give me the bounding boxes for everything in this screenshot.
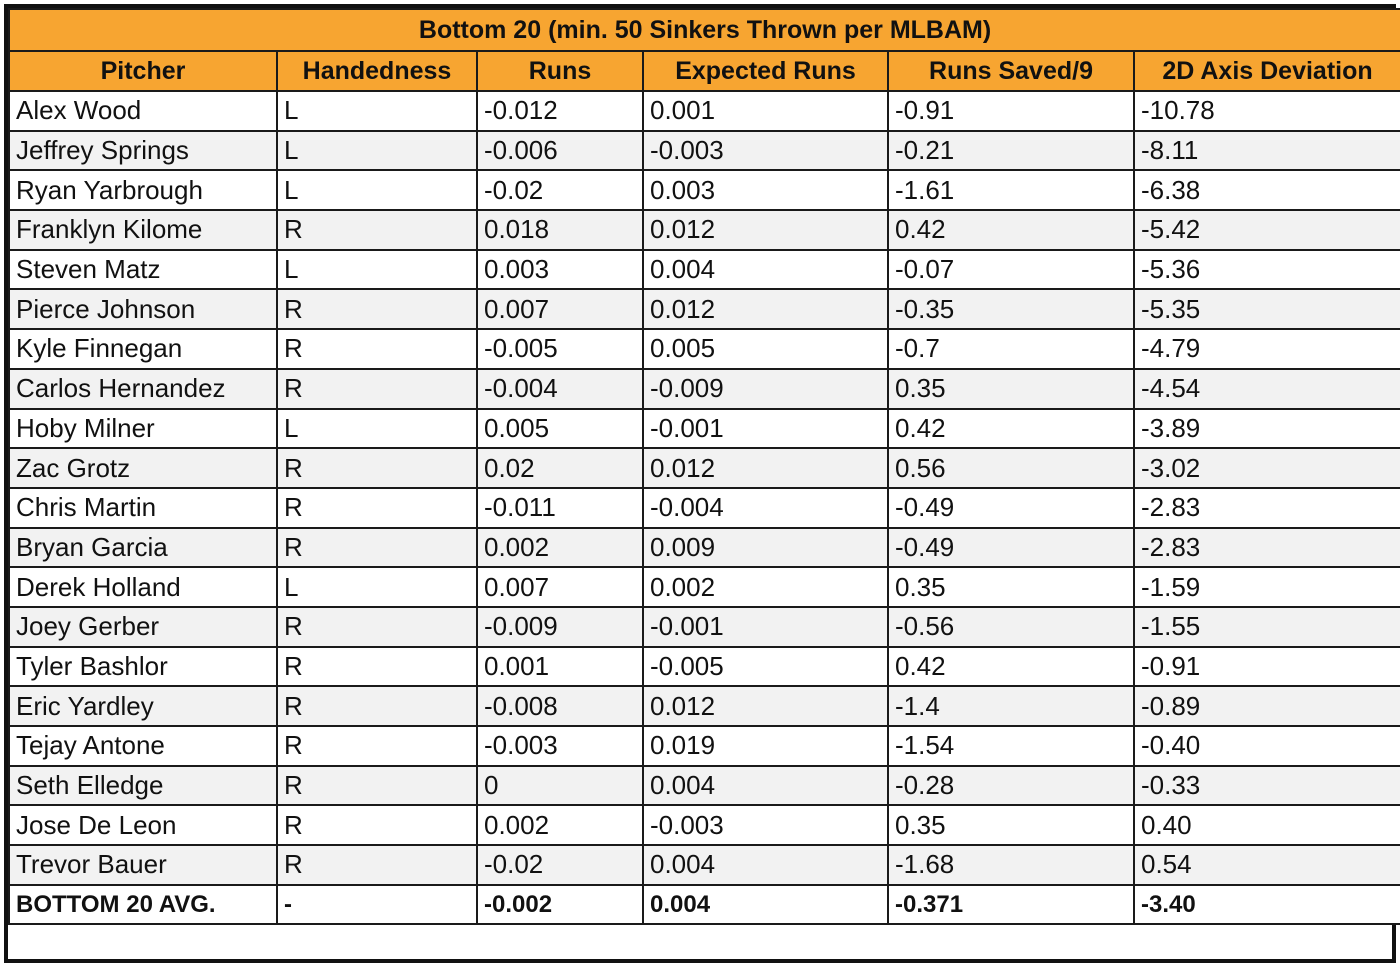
runs-cell: -0.006	[477, 131, 643, 171]
runs-saved-cell: -0.7	[888, 329, 1134, 369]
handedness-cell: R	[277, 686, 477, 726]
expected-runs-cell: 0.012	[643, 686, 888, 726]
runs-saved-cell: -0.56	[888, 607, 1134, 647]
expected-runs-cell: 0.019	[643, 726, 888, 766]
axis-deviation-cell: -1.55	[1134, 607, 1400, 647]
expected-runs-cell: 0.012	[643, 289, 888, 329]
axis-deviation-cell: -0.91	[1134, 647, 1400, 687]
pitcher-cell: Franklyn Kilome	[9, 210, 277, 250]
table-row	[9, 647, 1400, 687]
table-row	[9, 567, 1400, 607]
handedness-cell: R	[277, 329, 477, 369]
table-row	[9, 329, 1400, 369]
table-row	[9, 250, 1400, 290]
expected-runs-cell: -0.001	[643, 409, 888, 449]
pitcher-cell: Carlos Hernandez	[9, 369, 277, 409]
runs-cell: 0.007	[477, 289, 643, 329]
expected-runs-cell: 0.001	[643, 91, 888, 131]
table-row	[9, 131, 1400, 171]
handedness-cell: L	[277, 131, 477, 171]
expected-runs-cell: 0.005	[643, 329, 888, 369]
handedness-cell: R	[277, 448, 477, 488]
runs-saved-cell: 0.42	[888, 647, 1134, 687]
pitcher-cell: Tyler Bashlor	[9, 647, 277, 687]
runs-saved-cell: 0.35	[888, 369, 1134, 409]
axis-deviation-cell: -0.40	[1134, 726, 1400, 766]
table-row	[9, 528, 1400, 568]
pitcher-cell: Steven Matz	[9, 250, 277, 290]
pitcher-cell: Kyle Finnegan	[9, 329, 277, 369]
axis-deviation-cell: -0.33	[1134, 766, 1400, 806]
runs-saved-cell: -1.61	[888, 170, 1134, 210]
axis-deviation-cell: -2.83	[1134, 488, 1400, 528]
pitcher-cell: Ryan Yarbrough	[9, 170, 277, 210]
axis-deviation-cell: -10.78	[1134, 91, 1400, 131]
pitcher-cell: Tejay Antone	[9, 726, 277, 766]
pitcher-cell: Hoby Milner	[9, 409, 277, 449]
handedness-cell: R	[277, 647, 477, 687]
axis-deviation-cell: -1.59	[1134, 567, 1400, 607]
axis-deviation-cell: -2.83	[1134, 528, 1400, 568]
pitcher-cell: Jose De Leon	[9, 805, 277, 845]
expected-runs-cell: 0.004	[643, 766, 888, 806]
expected-runs-cell: -0.001	[643, 607, 888, 647]
runs-saved-cell: -0.21	[888, 131, 1134, 171]
runs-cell: -0.012	[477, 91, 643, 131]
handedness-cell: R	[277, 210, 477, 250]
runs-saved-cell: -1.4	[888, 686, 1134, 726]
handedness-cell: R	[277, 845, 477, 885]
table-header-row	[9, 51, 1400, 91]
runs-cell: 0.007	[477, 567, 643, 607]
handedness-cell: R	[277, 369, 477, 409]
axis-deviation-cell: -4.54	[1134, 369, 1400, 409]
handedness-cell: R	[277, 726, 477, 766]
pitcher-cell: Seth Elledge	[9, 766, 277, 806]
column-header-runs-saved-9: Runs Saved/9	[888, 51, 1134, 91]
average-axis-deviation-cell: -3.40	[1134, 885, 1400, 925]
handedness-cell: R	[277, 488, 477, 528]
table-row	[9, 607, 1400, 647]
pitcher-cell: Zac Grotz	[9, 448, 277, 488]
handedness-cell: R	[277, 805, 477, 845]
axis-deviation-cell: -3.02	[1134, 448, 1400, 488]
expected-runs-cell: -0.004	[643, 488, 888, 528]
table-row	[9, 91, 1400, 131]
average-row	[9, 885, 1400, 925]
axis-deviation-cell: -6.38	[1134, 170, 1400, 210]
axis-deviation-cell: -0.89	[1134, 686, 1400, 726]
runs-cell: -0.02	[477, 170, 643, 210]
runs-cell: 0.02	[477, 448, 643, 488]
runs-cell: 0.002	[477, 805, 643, 845]
handedness-cell: L	[277, 91, 477, 131]
stats-table	[8, 8, 1400, 925]
axis-deviation-cell: -3.89	[1134, 409, 1400, 449]
column-header-2d-axis-deviation: 2D Axis Deviation	[1134, 51, 1400, 91]
expected-runs-cell: 0.009	[643, 528, 888, 568]
handedness-cell: R	[277, 607, 477, 647]
runs-cell: -0.005	[477, 329, 643, 369]
expected-runs-cell: -0.005	[643, 647, 888, 687]
table-row	[9, 726, 1400, 766]
pitcher-cell: Jeffrey Springs	[9, 131, 277, 171]
expected-runs-cell: 0.003	[643, 170, 888, 210]
average-runs-cell: -0.002	[477, 885, 643, 925]
runs-cell: 0.005	[477, 409, 643, 449]
expected-runs-cell: -0.003	[643, 131, 888, 171]
runs-cell: 0.002	[477, 528, 643, 568]
runs-saved-cell: 0.42	[888, 210, 1134, 250]
average-pitcher-cell: BOTTOM 20 AVG.	[9, 885, 277, 925]
handedness-cell: L	[277, 250, 477, 290]
pitcher-cell: Bryan Garcia	[9, 528, 277, 568]
axis-deviation-cell: -5.36	[1134, 250, 1400, 290]
runs-saved-cell: -0.49	[888, 488, 1134, 528]
column-header-handedness: Handedness	[277, 51, 477, 91]
runs-cell: 0.001	[477, 647, 643, 687]
runs-saved-cell: -0.28	[888, 766, 1134, 806]
table-row	[9, 805, 1400, 845]
axis-deviation-cell: -4.79	[1134, 329, 1400, 369]
runs-saved-cell: 0.35	[888, 805, 1134, 845]
runs-cell: -0.008	[477, 686, 643, 726]
runs-cell: 0.018	[477, 210, 643, 250]
pitcher-cell: Pierce Johnson	[9, 289, 277, 329]
table-row	[9, 766, 1400, 806]
runs-saved-cell: -1.68	[888, 845, 1134, 885]
runs-saved-cell: -0.49	[888, 528, 1134, 568]
average-handedness-cell: -	[277, 885, 477, 925]
table-row	[9, 369, 1400, 409]
runs-saved-cell: 0.42	[888, 409, 1134, 449]
handedness-cell: L	[277, 567, 477, 607]
runs-saved-cell: -0.91	[888, 91, 1134, 131]
table-row	[9, 170, 1400, 210]
column-header-runs: Runs	[477, 51, 643, 91]
pitcher-cell: Chris Martin	[9, 488, 277, 528]
expected-runs-cell: -0.003	[643, 805, 888, 845]
table-row	[9, 448, 1400, 488]
axis-deviation-cell: -8.11	[1134, 131, 1400, 171]
table-row	[9, 289, 1400, 329]
average-runs-saved-cell: -0.371	[888, 885, 1134, 925]
runs-saved-cell: 0.35	[888, 567, 1134, 607]
pitcher-cell: Eric Yardley	[9, 686, 277, 726]
expected-runs-cell: 0.012	[643, 210, 888, 250]
handedness-cell: R	[277, 289, 477, 329]
pitcher-cell: Alex Wood	[9, 91, 277, 131]
axis-deviation-cell: -5.42	[1134, 210, 1400, 250]
handedness-cell: L	[277, 170, 477, 210]
table-row	[9, 488, 1400, 528]
runs-saved-cell: 0.56	[888, 448, 1134, 488]
stats-table-container	[4, 4, 1396, 963]
pitcher-cell: Joey Gerber	[9, 607, 277, 647]
runs-cell: -0.004	[477, 369, 643, 409]
table-row	[9, 686, 1400, 726]
axis-deviation-cell: 0.54	[1134, 845, 1400, 885]
runs-saved-cell: -0.07	[888, 250, 1134, 290]
runs-cell: -0.003	[477, 726, 643, 766]
runs-cell: 0	[477, 766, 643, 806]
axis-deviation-cell: 0.40	[1134, 805, 1400, 845]
axis-deviation-cell: -5.35	[1134, 289, 1400, 329]
runs-cell: -0.011	[477, 488, 643, 528]
handedness-cell: R	[277, 528, 477, 568]
expected-runs-cell: 0.004	[643, 845, 888, 885]
table-title-row	[9, 9, 1400, 51]
handedness-cell: R	[277, 766, 477, 806]
table-body	[9, 91, 1400, 924]
table-row	[9, 210, 1400, 250]
handedness-cell: L	[277, 409, 477, 449]
column-header-expected-runs: Expected Runs	[643, 51, 888, 91]
pitcher-cell: Trevor Bauer	[9, 845, 277, 885]
runs-cell: -0.02	[477, 845, 643, 885]
expected-runs-cell: 0.002	[643, 567, 888, 607]
average-expected-runs-cell: 0.004	[643, 885, 888, 925]
runs-saved-cell: -1.54	[888, 726, 1134, 766]
runs-cell: -0.009	[477, 607, 643, 647]
column-header-pitcher: Pitcher	[9, 51, 277, 91]
table-row	[9, 409, 1400, 449]
table-title: Bottom 20 (min. 50 Sinkers Thrown per MLBAM)	[9, 9, 1400, 51]
expected-runs-cell: -0.009	[643, 369, 888, 409]
expected-runs-cell: 0.012	[643, 448, 888, 488]
pitcher-cell: Derek Holland	[9, 567, 277, 607]
table-row	[9, 845, 1400, 885]
expected-runs-cell: 0.004	[643, 250, 888, 290]
runs-cell: 0.003	[477, 250, 643, 290]
runs-saved-cell: -0.35	[888, 289, 1134, 329]
